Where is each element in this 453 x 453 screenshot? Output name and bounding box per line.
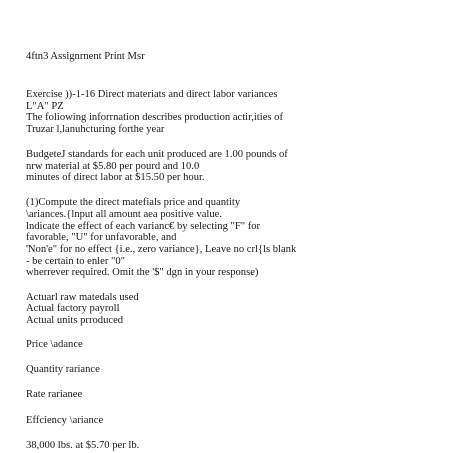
intro-line-2: Truzar l,lanuhcturing forthe year: [26, 124, 165, 135]
efficiency-variance-label: Effciency \ariance: [26, 415, 104, 426]
standards-line-2: nrw material at $5.80 per pourd and 10.0: [26, 161, 200, 172]
instruction-line-1: (1)Compute the direct matefials price and quantity: [26, 197, 241, 208]
actual-units-produced-label: Actual units prroduced: [26, 315, 124, 326]
materials-quantity-line: 38,000 lbs. at $5.70 per lb.: [26, 440, 140, 451]
instruction-line-4: favorable, "U" for unfavorable, and: [26, 232, 177, 243]
exercise-code: L"A" PZ: [26, 101, 64, 112]
actual-raw-materials-label: Actuarl raw matedals used: [26, 292, 139, 303]
quantity-variance-label: Quantity rariance: [26, 364, 100, 375]
instruction-line-6: - be certain to enler "0": [26, 256, 125, 267]
document-header: 4ftn3 Assignrnent Print Msr: [26, 51, 145, 62]
exercise-title: Exercise ))-1-16 Direct materiats and direct labor variances: [26, 89, 278, 100]
rate-variance-label: Rate rarianee: [26, 389, 83, 400]
actual-factory-payroll-label: Actual factory payroll: [26, 303, 120, 314]
price-variance-label: Price \adance: [26, 339, 83, 350]
standards-line-3: minutes of direct labor at $15.50 per hour.: [26, 172, 205, 183]
instruction-line-2: \ariances.{lnput all amount aea positive value.: [26, 209, 222, 220]
instruction-line-5: 'Non'e" for no effect {i.e., zero variance}, Leave no crl{ls blank: [26, 244, 297, 255]
standards-line-1: BudgeteJ standards for each unit produced are 1.00 pounds of: [26, 149, 288, 160]
instruction-line-7: wherrever required. Omit the '$" dgn in your response): [26, 267, 259, 278]
instruction-line-3: lndicate the effect of each varianc€ by selecting "F" for: [26, 221, 261, 232]
intro-line-1: The foliowing inforrnation describes production actir,ities of: [26, 112, 283, 123]
